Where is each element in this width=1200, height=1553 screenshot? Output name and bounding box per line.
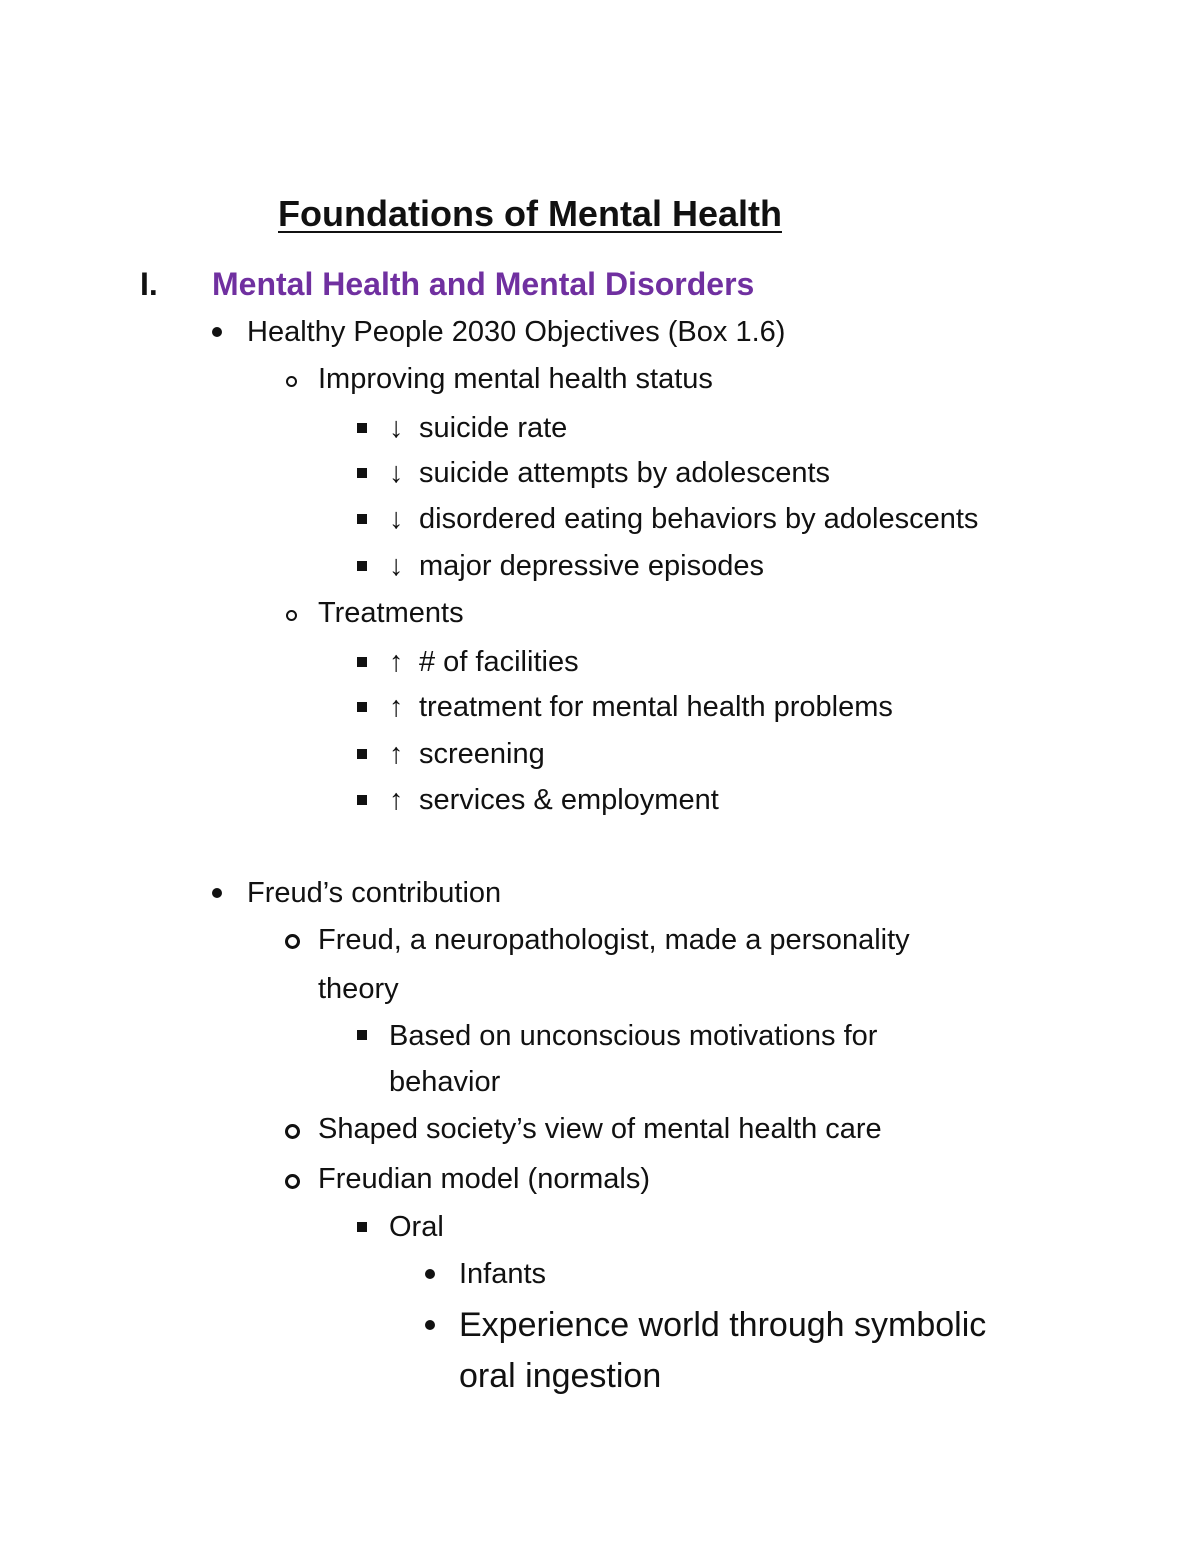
list-item-improve-4: ↓ major depressive episodes bbox=[389, 550, 764, 582]
square-bullet-icon bbox=[357, 1030, 367, 1040]
list-item-oral: Oral bbox=[389, 1211, 444, 1243]
list-item-treat-3: ↑ screening bbox=[389, 738, 545, 770]
up-arrow-icon: ↑ bbox=[389, 646, 404, 678]
list-item-based-line1: Based on unconscious motivations for bbox=[389, 1020, 878, 1052]
down-arrow-icon: ↓ bbox=[389, 412, 404, 444]
square-bullet-icon bbox=[357, 657, 367, 667]
list-item-infants: Infants bbox=[459, 1258, 547, 1290]
circle-bullet-icon bbox=[286, 376, 297, 387]
down-arrow-icon: ↓ bbox=[389, 503, 404, 535]
circle-bullet-icon bbox=[285, 934, 300, 949]
disc-bullet-icon bbox=[212, 888, 222, 898]
list-item-treat-1: ↑ # of facilities bbox=[389, 646, 579, 678]
circle-bullet-icon bbox=[286, 610, 297, 621]
section-heading: Mental Health and Mental Disorders bbox=[212, 266, 755, 302]
page-title: Foundations of Mental Health bbox=[278, 193, 782, 234]
square-bullet-icon bbox=[357, 514, 367, 524]
list-item-shaped: Shaped society’s view of mental health care bbox=[318, 1113, 882, 1145]
list-item-treat-4: ↑ services & employment bbox=[389, 784, 719, 816]
list-item-theory-line2: theory bbox=[318, 973, 399, 1005]
square-bullet-icon bbox=[357, 795, 367, 805]
square-bullet-icon bbox=[357, 749, 367, 759]
list-item-theory-line1: Freud, a neuropathologist, made a personality bbox=[318, 924, 910, 956]
list-item-improve-2: ↓ suicide attempts by adolescents bbox=[389, 457, 831, 489]
list-item-experience-line2: oral ingestion bbox=[459, 1357, 662, 1395]
list-item-healthy-people: Healthy People 2030 Objectives (Box 1.6) bbox=[247, 316, 786, 348]
square-bullet-icon bbox=[357, 423, 367, 433]
down-arrow-icon: ↓ bbox=[389, 550, 404, 582]
down-arrow-icon: ↓ bbox=[389, 457, 404, 489]
disc-bullet-icon bbox=[212, 327, 222, 337]
up-arrow-icon: ↑ bbox=[389, 691, 404, 723]
list-item-improve-1: ↓ suicide rate bbox=[389, 412, 568, 444]
square-bullet-icon bbox=[357, 468, 367, 478]
circle-bullet-icon bbox=[285, 1174, 300, 1189]
disc-bullet-icon bbox=[425, 1269, 435, 1279]
up-arrow-icon: ↑ bbox=[389, 738, 404, 770]
square-bullet-icon bbox=[357, 702, 367, 712]
list-item-model: Freudian model (normals) bbox=[318, 1163, 651, 1195]
square-bullet-icon bbox=[357, 1222, 367, 1232]
up-arrow-icon: ↑ bbox=[389, 784, 404, 816]
square-bullet-icon bbox=[357, 561, 367, 571]
list-item-experience-line1: Experience world through symbolic bbox=[459, 1306, 987, 1344]
list-item-based-line2: behavior bbox=[389, 1066, 501, 1098]
list-item-improving: Improving mental health status bbox=[318, 363, 713, 395]
section-number: I. bbox=[140, 266, 158, 302]
disc-bullet-icon bbox=[425, 1320, 435, 1330]
list-item-freud: Freud’s contribution bbox=[247, 877, 502, 909]
list-item-treat-2: ↑ treatment for mental health problems bbox=[389, 691, 893, 723]
circle-bullet-icon bbox=[285, 1124, 300, 1139]
list-item-improve-3: ↓ disordered eating behaviors by adolescents bbox=[389, 503, 979, 535]
list-item-treatments: Treatments bbox=[318, 597, 464, 629]
